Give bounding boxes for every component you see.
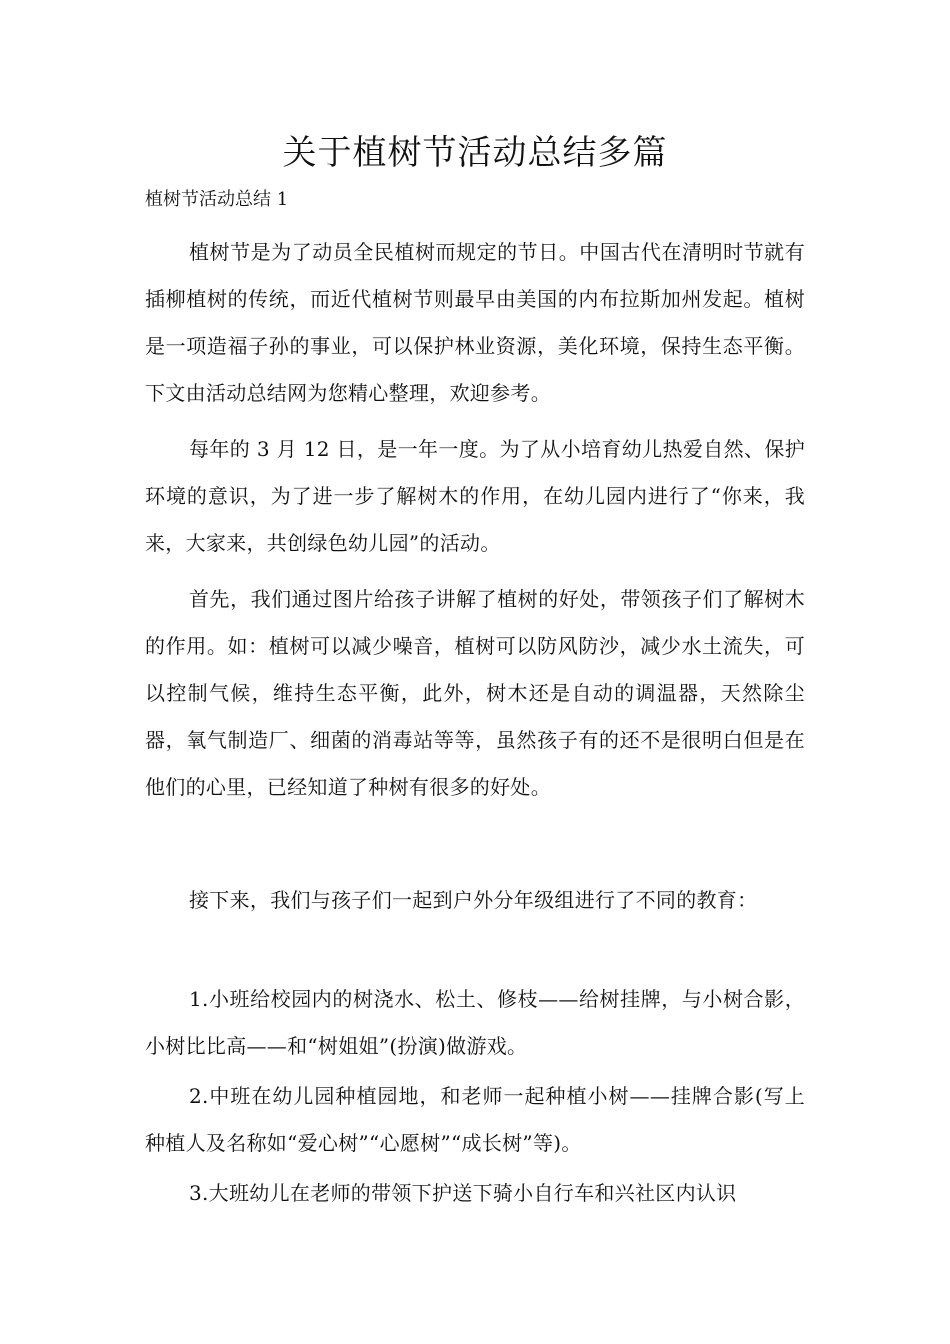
paragraph-next: 接下来，我们与孩子们一起到户外分年级组进行了不同的教育： — [189, 888, 758, 912]
list-item-middle-class: 2.中班在幼儿园种植园地，和老师一起种植小树——挂牌合影(写上种植人及名称如“爱心树”“心愿树”“成长树”等)。 — [145, 1084, 805, 1155]
section-heading: 植树节活动总结 1 — [145, 189, 289, 210]
paragraph-benefits: 首先，我们通过图片给孩子讲解了植树的好处，带领孩子们了解树木的作用。如：植树可以减少噪音，植树可以防风防沙，减少水土流失，可以控制气候，维持生态平衡，此外，树木还是自动的调温器，天然除尘器，氧气制造厂、细菌的消毒站等等，虽然孩子有的还不是很明白但是在他们的心里，已经知道了种树有很多的好处。 — [145, 587, 805, 799]
list-item-large-class: 3.大班幼儿在老师的带领下护送下骑小自行车和兴社区内认识 — [189, 1181, 737, 1205]
document-title: 关于植树节活动总结多篇 — [282, 133, 668, 173]
paragraph-intro: 植树节是为了动员全民植树而规定的节日。中国古代在清明时节就有插柳植树的传统，而近代植树节则最早由美国的内布拉斯加州发起。植树是一项造福子孙的事业，可以保护林业资源，美化环境，保持生态平衡。下文由活动总结网为您精心整理，欢迎参考。 — [145, 240, 805, 405]
list-item-small-class: 1.小班给校园内的树浇水、松土、修枝——给树挂牌，与小树合影，小树比比高——和“树姐姐”(扮演)做游戏。 — [145, 987, 805, 1058]
paragraph-activity: 每年的 3 月 12 日，是一年一度。为了从小培育幼儿热爱自然、保护环境的意识，为了进一步了解树木的作用，在幼儿园内进行了“你来，我来，大家来，共创绿色幼儿园”的活动。 — [145, 437, 805, 555]
